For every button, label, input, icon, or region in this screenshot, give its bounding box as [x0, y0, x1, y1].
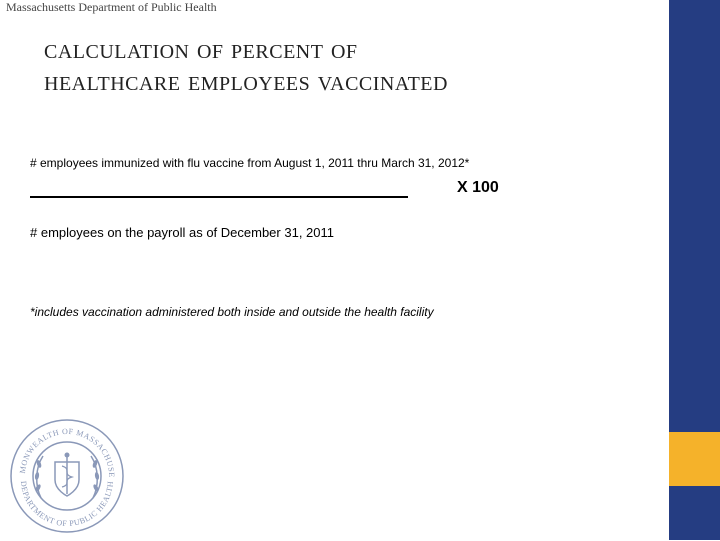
slide-title — [44, 34, 644, 98]
side-bar-gold-block — [666, 432, 720, 486]
slide-title-line-2: healthcare employees vaccinated — [44, 66, 448, 97]
fraction-bar — [30, 196, 408, 198]
side-color-bar — [666, 0, 720, 540]
formula-numerator: # employees immunized with flu vaccine from August 1, 2011 thru March 31, 2012* — [30, 156, 470, 170]
footnote: *includes vaccination administered both inside and outside the health facility — [30, 305, 434, 319]
svg-text:COMMONWEALTH OF MASSACHUSETTS: MONWEALTH OF MASSACHUSE — [17, 426, 117, 478]
formula-multiplier: X 100 — [457, 179, 499, 196]
side-bar-navy-block — [666, 0, 720, 432]
slide-title-line-1: calculation of percent of — [44, 34, 358, 65]
side-bar-navy-bottom-block — [666, 486, 720, 540]
seal-emblem-icon — [7, 416, 127, 536]
organization-header: Massachusetts Department of Public Health — [6, 0, 217, 14]
svg-text:DEPARTMENT OF PUBLIC HEALTH: DEPARTMENT OF PUBLIC HEALTH — [18, 480, 116, 529]
formula-denominator: # employees on the payroll as of December 31, 2011 — [30, 225, 334, 240]
side-bar-divider — [666, 0, 669, 540]
dph-seal-logo — [7, 416, 127, 536]
